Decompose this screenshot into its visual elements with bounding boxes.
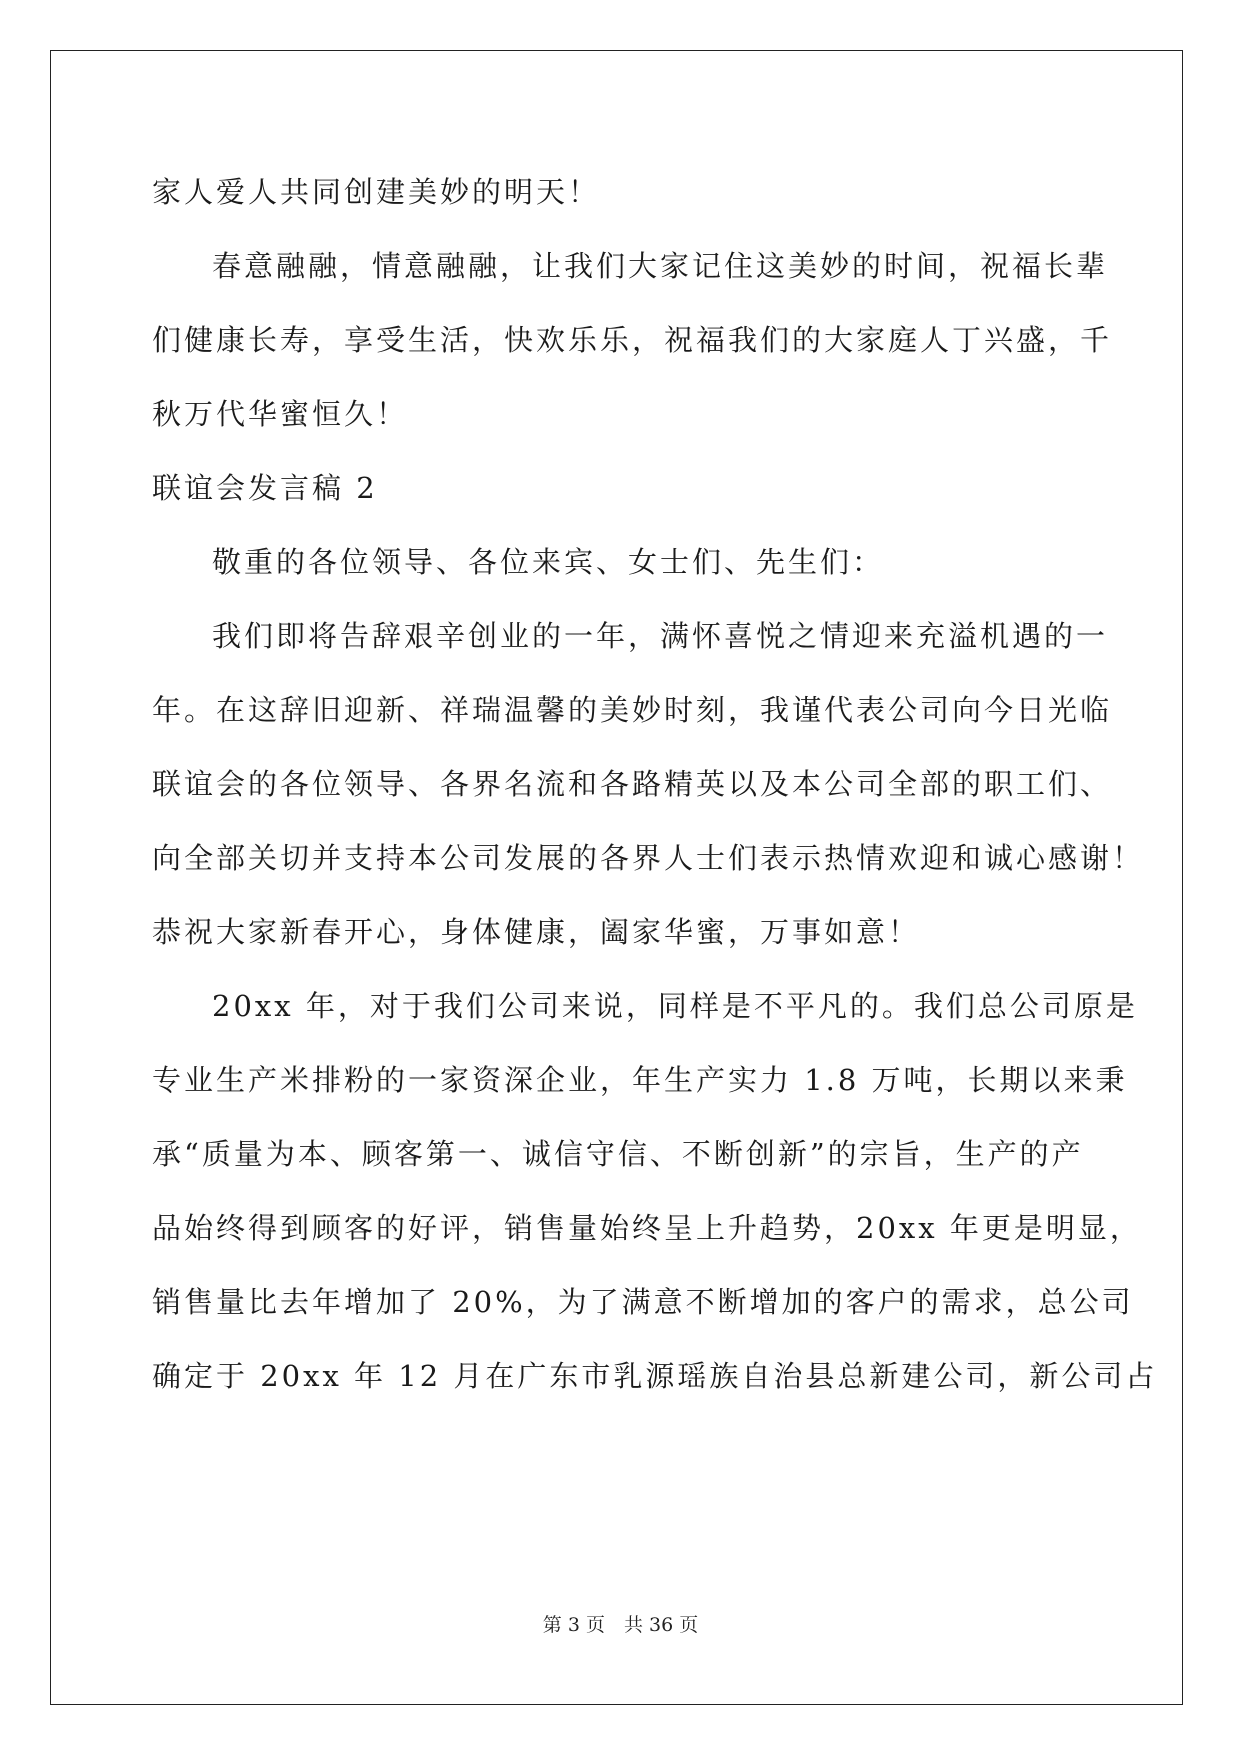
text-line: 联谊会的各位领导、各界名流和各路精英以及本公司全部的职工们、 <box>152 767 1113 801</box>
text-line: 年。在这辞旧迎新、祥瑞温馨的美妙时刻，我谨代表公司向今日光临 <box>152 693 1113 727</box>
text-line: 销售量比去年增加了 20%，为了满意不断增加的客户的需求，总公司 <box>152 1285 1134 1319</box>
text-line: 家人爱人共同创建美妙的明天！ <box>152 175 601 209</box>
section-heading: 联谊会发言稿 2 <box>152 471 378 505</box>
paragraph-line: 我们即将告辞艰辛创业的一年，满怀喜悦之情迎来充溢机遇的一 <box>212 619 1109 653</box>
text-line: 品始终得到顾客的好评，销售量始终呈上升趋势，20xx 年更是明显， <box>152 1211 1142 1245</box>
text-line: 秋万代华蜜恒久！ <box>152 397 409 431</box>
text-line: 确定于 20xx 年 12 月在广东市乳源瑶族自治县总新建公司，新公司占 <box>152 1359 1158 1393</box>
text-line: 恭祝大家新春开心，身体健康，阖家华蜜，万事如意！ <box>152 915 921 949</box>
text-line: 专业生产米排粉的一家资深企业，年生产实力 1.8 万吨，长期以来秉 <box>152 1063 1128 1097</box>
page-number-footer: 第 3 页 共 36 页 <box>542 1614 699 1636</box>
paragraph-line: 春意融融，情意融融，让我们大家记住这美妙的时间，祝福长辈 <box>212 249 1109 283</box>
text-line: 承“质量为本、顾客第一、诚信守信、不断创新”的宗旨，生产的产 <box>152 1137 1084 1171</box>
paragraph-line: 20xx 年，对于我们公司来说，同样是不平凡的。我们总公司原是 <box>212 989 1138 1023</box>
text-line: 们健康长寿，享受生活，快欢乐乐，祝福我们的大家庭人丁兴盛，千 <box>152 323 1113 357</box>
text-line: 向全部关切并支持本公司发展的各界人士们表示热情欢迎和诚心感谢！ <box>152 841 1145 875</box>
salutation-line: 敬重的各位领导、各位来宾、女士们、先生们： <box>212 545 885 579</box>
